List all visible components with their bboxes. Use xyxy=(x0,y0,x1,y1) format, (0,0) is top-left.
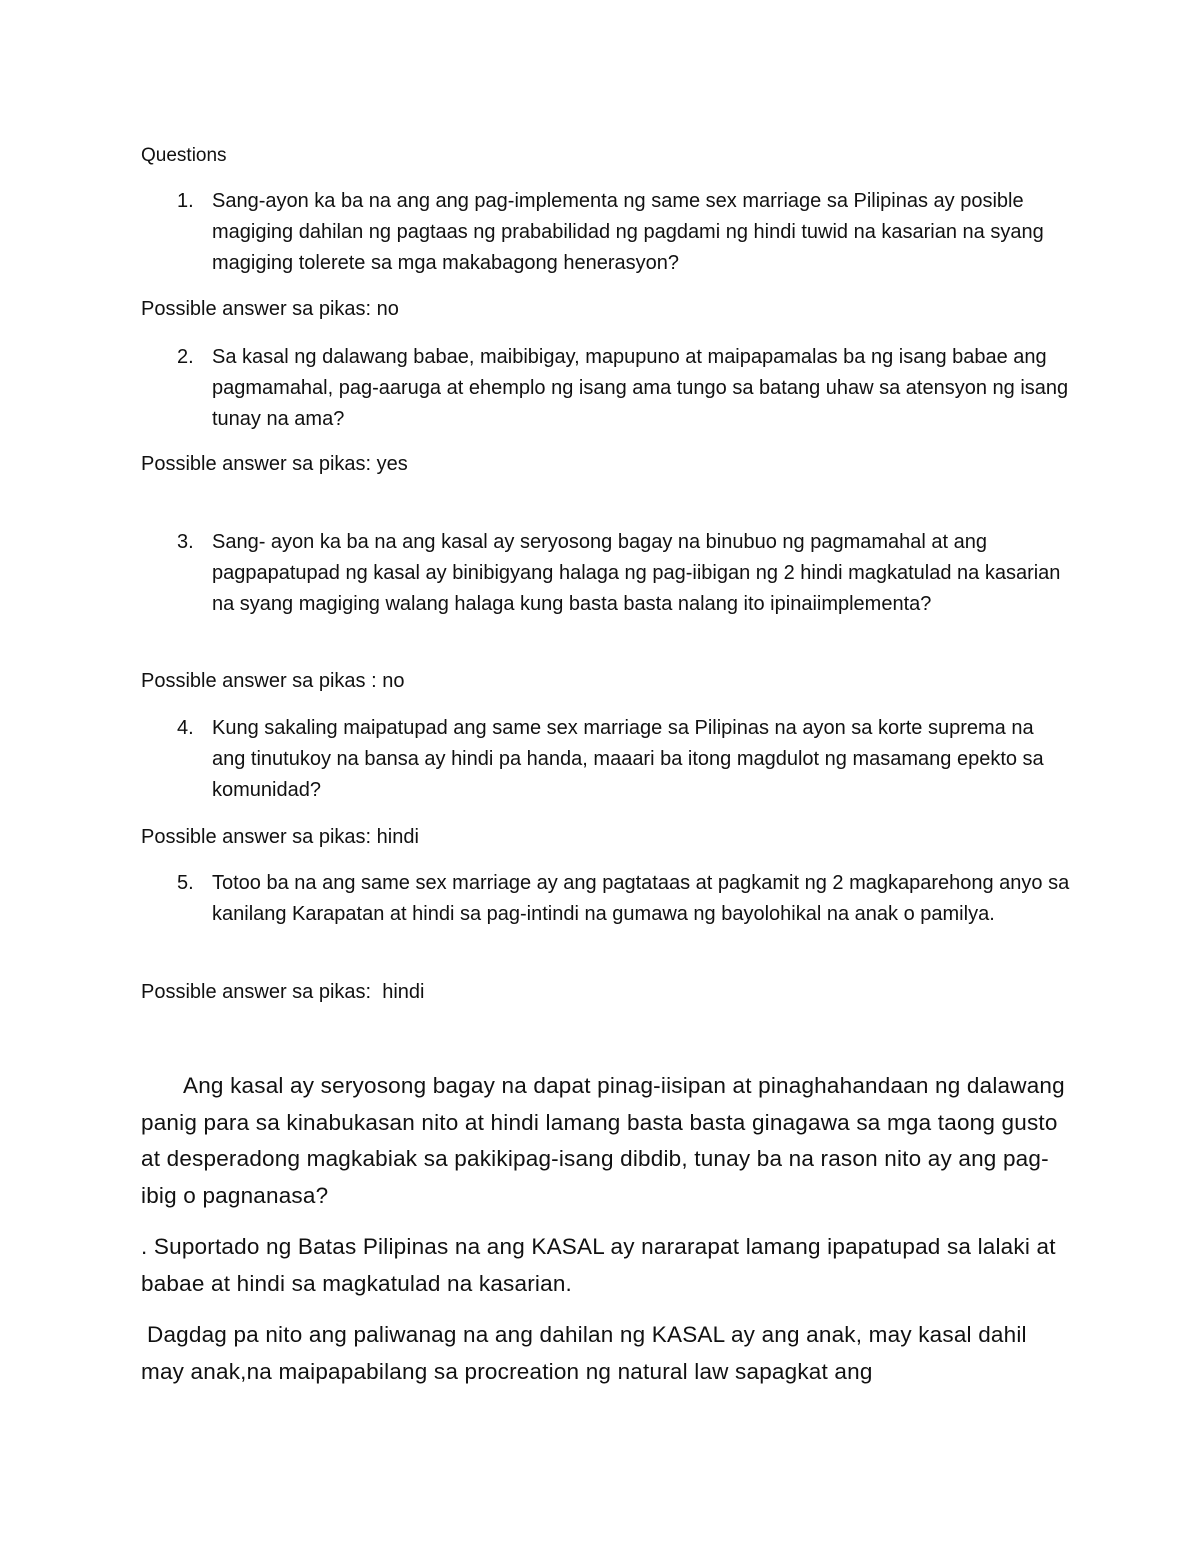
essay-paragraph-3 xyxy=(141,1317,1066,1390)
question-text: Kung sakaling maipatupad ang same sex marriage sa Pilipinas na ayon sa korte suprema na ang tinutukoy na bansa ay hindi pa handa, maaari ba itong magdulot ng masamang epekto sa komunidad? xyxy=(212,717,1044,801)
paragraph-text: Ang kasal ay seryosong bagay na dapat pinag-iisipan at pinaghahandaan ng dalawang panig para sa kinabukasan nito at hindi lamang basta basta ginagawa sa mga taong gusto at desperadong magkabiak sa pakikipag-isang dibdib, tunay ba na rason nito ay ang pag-ibig o pagnanasa? xyxy=(141,1073,1065,1208)
question-text: Sa kasal ng dalawang babae, maibibigay, mapupuno at maipapamalas ba ng isang babae ang pagmamahal, pag-aaruga at ehemplo ng isang ama tungo sa batang uhaw sa atensyon ng isang tunay na ama? xyxy=(212,346,1069,430)
answer-4: Possible answer sa pikas: hindi xyxy=(141,826,419,848)
answer-5: Possible answer sa pikas: hindi xyxy=(141,981,425,1003)
questions-heading: Questions xyxy=(141,145,227,166)
question-text: Sang- ayon ka ba na ang kasal ay seryosong bagay na binubuo ng pagmamahal at ang pagpapatupad ng kasal ay binibigyang halaga ng pag-iibigan ng 2 hindi magkatulad na kasarian na syang magiging walang halaga kung basta basta nalang ito ipinaiimplementa? xyxy=(212,531,1061,615)
question-number: 3. xyxy=(177,531,194,553)
question-text: Totoo ba na ang same sex marriage ay ang pagtataas at pagkamit ng 2 magkaparehong anyo sa kanilang Karapatan at hindi sa pag-intindi na gumawa ng bayolohikal na anak o pamilya. xyxy=(212,872,1070,925)
essay-paragraph-1 xyxy=(141,1068,1066,1214)
question-number: 5. xyxy=(177,872,194,894)
answer-2: Possible answer sa pikas: yes xyxy=(141,453,408,475)
essay-paragraph-2 xyxy=(141,1229,1066,1302)
question-item-4 xyxy=(141,713,1071,806)
question-number: 4. xyxy=(177,717,194,739)
question-number: 2. xyxy=(177,346,194,368)
answer-3: Possible answer sa pikas : no xyxy=(141,670,405,692)
answer-1: Possible answer sa pikas: no xyxy=(141,298,399,320)
question-item-5 xyxy=(141,868,1071,930)
paragraph-text: Dagdag pa nito ang paliwanag na ang dahilan ng KASAL ay ang anak, may kasal dahil may anak,na maipapabilang sa procreation ng natural law sapagkat ang xyxy=(141,1322,1027,1384)
question-number: 1. xyxy=(177,190,194,212)
question-item-1 xyxy=(141,186,1071,279)
question-item-2 xyxy=(141,342,1071,435)
question-text: Sang-ayon ka ba na ang ang pag-implementa ng same sex marriage sa Pilipinas ay posible magiging dahilan ng pagtaas ng prababilidad ng pagdami ng hindi tuwid na kasarian na syang magiging tolerete sa mga makabagong henerasyon? xyxy=(212,190,1044,274)
question-item-3 xyxy=(141,527,1071,620)
paragraph-text: . Suportado ng Batas Pilipinas na ang KASAL ay nararapat lamang ipapatupad sa lalaki at babae at hindi sa magkatulad na kasarian. xyxy=(141,1234,1056,1296)
